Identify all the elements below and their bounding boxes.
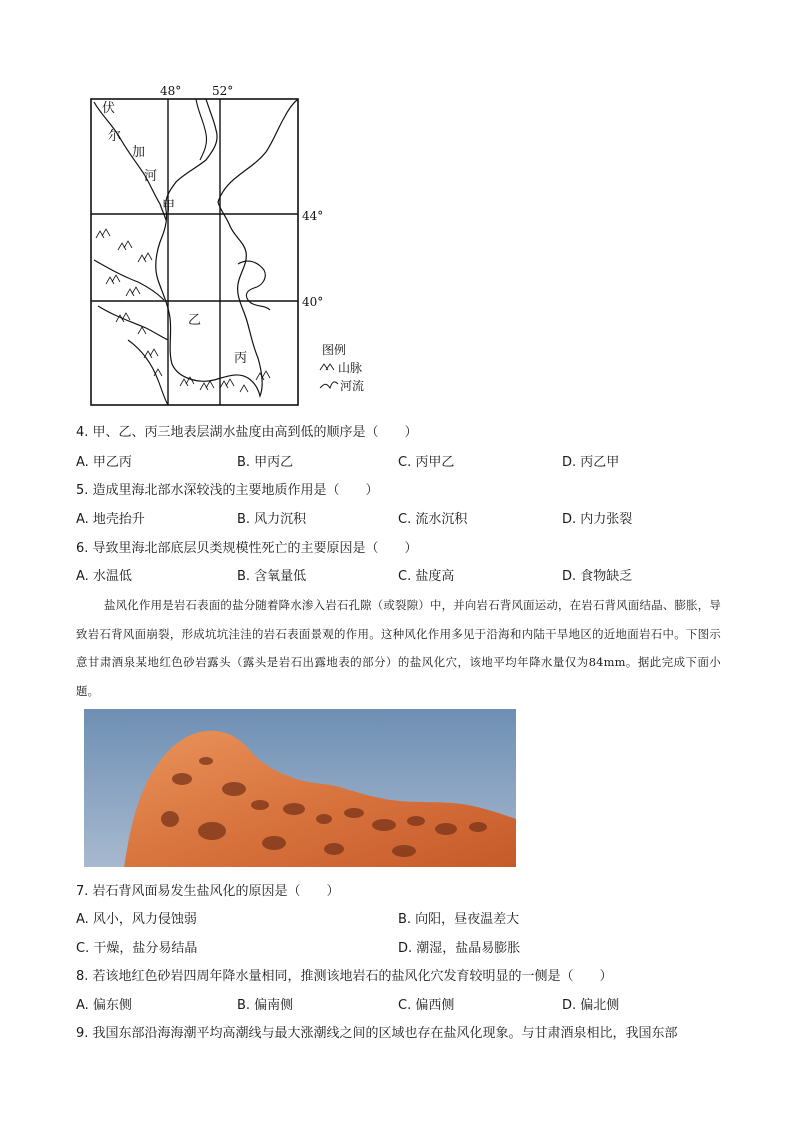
question-4-stem: 4. 甲、乙、丙三地表层湖水盐度由高到低的顺序是（ ） bbox=[76, 425, 418, 440]
place-jia: 甲 bbox=[162, 199, 176, 214]
sandstone-photo bbox=[84, 709, 516, 867]
question-5-stem: 5. 造成里海北部水深较浅的主要地质作用是（ ） bbox=[76, 483, 379, 498]
question-7-option-c[interactable]: C. 干燥，盐分易结晶 bbox=[76, 941, 198, 956]
question-8-option-a[interactable]: A. 偏东侧 bbox=[76, 998, 132, 1013]
question-4-option-d[interactable]: D. 丙乙甲 bbox=[562, 455, 620, 470]
legend-river-symbol bbox=[320, 382, 338, 388]
question-8-stem: 8. 若该地红色砂岩四周年降水量相同，推测该地岩石的盐风化穴发育较明显的一侧是（ ） bbox=[76, 969, 613, 984]
question-7-option-b[interactable]: B. 向阳，昼夜温差大 bbox=[398, 912, 520, 927]
river-char-3: 加 bbox=[132, 145, 146, 160]
place-bing: 丙 bbox=[234, 351, 248, 366]
question-5-option-c[interactable]: C. 流水沉积 bbox=[398, 512, 468, 527]
place-yi: 乙 bbox=[188, 313, 202, 328]
question-6-option-a[interactable]: A. 水温低 bbox=[76, 569, 132, 584]
coastline bbox=[156, 99, 298, 396]
question-7-option-a[interactable]: A. 风小，风力侵蚀弱 bbox=[76, 912, 197, 927]
mountain-symbols bbox=[96, 229, 270, 392]
question-5-option-a[interactable]: A. 地壳抬升 bbox=[76, 512, 145, 527]
lat-label-44: 44° bbox=[302, 209, 324, 223]
question-5-option-b[interactable]: B. 风力沉积 bbox=[237, 512, 307, 527]
question-7-option-d[interactable]: D. 潮湿，盐晶易膨胀 bbox=[398, 941, 521, 956]
lon-label-52: 52° bbox=[212, 84, 234, 98]
question-7-stem: 7. 岩石背风面易发生盐风化的原因是（ ） bbox=[76, 884, 340, 899]
question-6-option-b[interactable]: B. 含氧量低 bbox=[237, 569, 307, 584]
river-char-4: 河 bbox=[144, 169, 158, 184]
question-4-option-c[interactable]: C. 丙甲乙 bbox=[398, 455, 455, 470]
question-5-option-d[interactable]: D. 内力张裂 bbox=[562, 512, 633, 527]
west-river-2 bbox=[98, 306, 168, 340]
legend-mountain-label: 山脉 bbox=[338, 361, 363, 375]
lon-label-48: 48° bbox=[160, 84, 182, 98]
caspian-sea-map bbox=[88, 82, 378, 412]
river-char-1: 伏 bbox=[102, 101, 116, 116]
west-river-1 bbox=[94, 260, 164, 300]
question-9-stem: 9. 我国东部沿海海潮平均高潮线与最大涨潮线之间的区域也存在盐风化现象。与甘肃酒泉相比，我国东部 bbox=[76, 1026, 678, 1041]
river-char-2: 尔 bbox=[108, 129, 122, 144]
question-6-option-d[interactable]: D. 食物缺乏 bbox=[562, 569, 633, 584]
legend-title: 图例 bbox=[322, 343, 347, 357]
volga-river bbox=[94, 102, 166, 220]
legend-mountain-symbol bbox=[320, 364, 334, 370]
south-river bbox=[128, 340, 168, 405]
reading-passage: 盐风化作用是岩石表面的盐分随着降水渗入岩石孔隙（或裂隙）中，并向岩石背风面运动，在岩石背风面结晶、膨胀，导致岩石背风面崩裂，形成坑坑洼洼的岩石表面景观的作用。这种风化作用多见于沿海和内陆干旱地区的近地面岩石中。下图示意甘肃酒泉某地红色砂岩露头（露头是岩石出露地表的部分）的盐风化穴，该地平均年降水量仅为84mm。据此完成下面小题。 bbox=[76, 598, 721, 698]
question-6-stem: 6. 导致里海北部底层贝类规模性死亡的主要原因是（ ） bbox=[76, 541, 418, 556]
map-drawing bbox=[88, 82, 378, 412]
question-4-option-a[interactable]: A. 甲乙丙 bbox=[76, 455, 132, 470]
ural-river bbox=[196, 99, 207, 160]
question-8-option-d[interactable]: D. 偏北侧 bbox=[562, 998, 620, 1013]
question-4-option-b[interactable]: B. 甲丙乙 bbox=[237, 455, 294, 470]
question-8-option-c[interactable]: C. 偏西侧 bbox=[398, 998, 455, 1013]
map-frame bbox=[91, 99, 298, 405]
question-6-option-c[interactable]: C. 盐度高 bbox=[398, 569, 455, 584]
question-8-option-b[interactable]: B. 偏南侧 bbox=[237, 998, 294, 1013]
legend-river-label: 河流 bbox=[340, 379, 365, 393]
sandstone-photo-drawing bbox=[84, 709, 516, 867]
lat-label-40: 40° bbox=[302, 295, 324, 309]
